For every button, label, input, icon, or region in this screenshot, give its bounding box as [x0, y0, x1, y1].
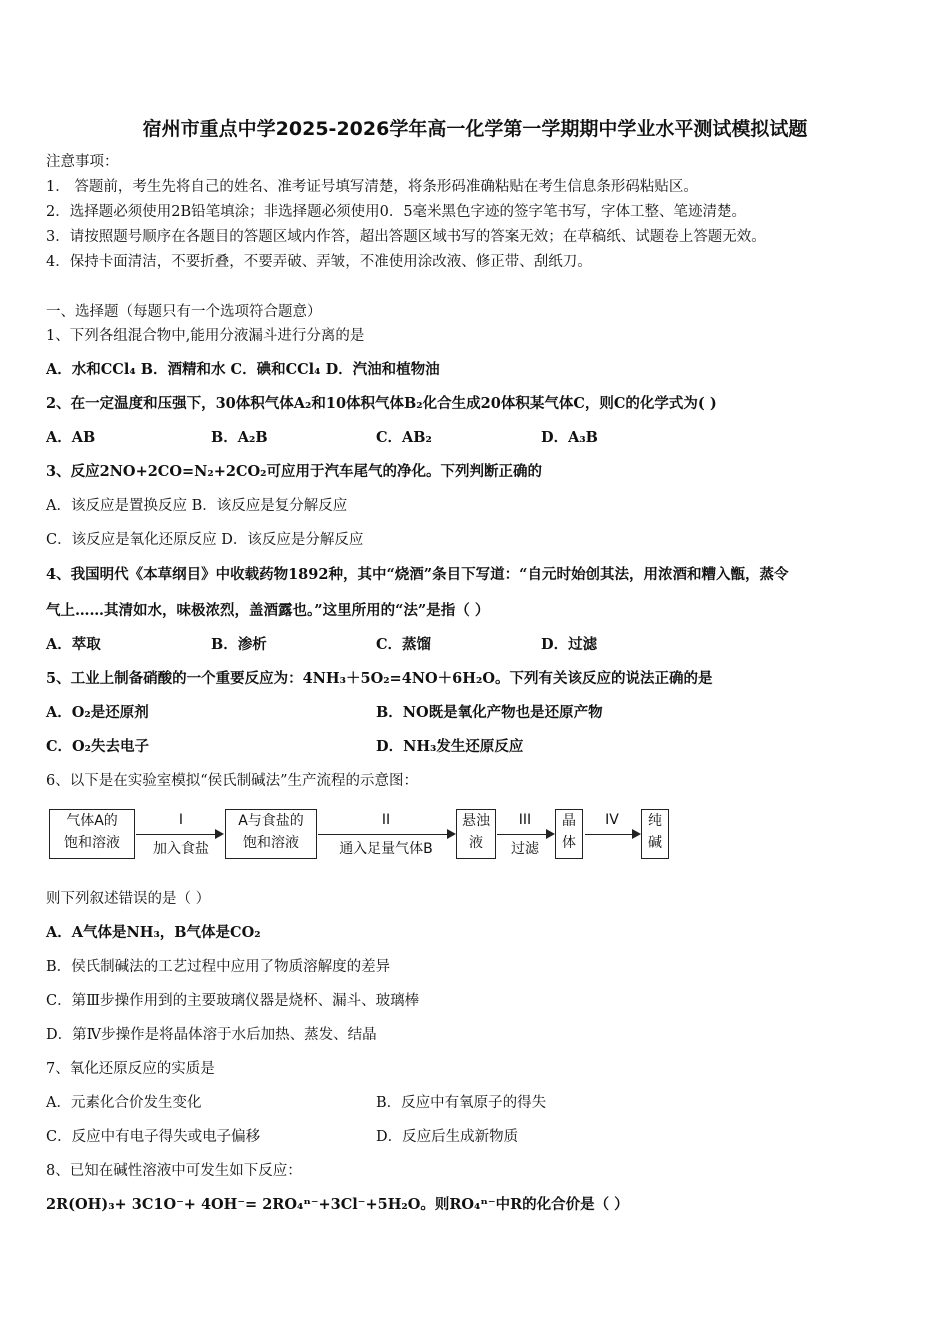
- q2-option-b: B．A₂B: [211, 429, 268, 446]
- flow-arrow: [585, 834, 639, 835]
- notice-item: 4．保持卡面清洁，不要折叠，不要弄破、弄皱，不准使用涂改液、修正带、刮纸刀。: [46, 254, 592, 270]
- flow-arrow: [497, 834, 553, 835]
- notice-heading: 注意事项：: [46, 154, 119, 170]
- flow-box-crystal: [555, 809, 583, 859]
- q7-stem: 7、氧化还原反应的实质是: [46, 1061, 215, 1077]
- q7-option-a: A．元素化合价发生变化: [46, 1095, 202, 1111]
- q6-ask: 则下列叙述错误的是（ ）: [46, 891, 211, 907]
- flow-box-suspension: [456, 809, 496, 859]
- flow-step-label: 过滤: [511, 841, 539, 857]
- q4-stem-line2: 气上……其清如水，味极浓烈，盖酒露也。”这里所用的“法”是指（ ）: [46, 602, 490, 619]
- flow-step-number: I: [178, 812, 184, 828]
- flow-arrow: [318, 834, 454, 835]
- q6-option-b: B．侯氏制碱法的工艺过程中应用了物质溶解度的差异: [46, 959, 391, 975]
- flow-box-text: 纯: [648, 813, 662, 829]
- flow-diagram: [46, 806, 676, 864]
- page-title: 宿州市重点中学2025-2026学年高一化学第一学期期中学业水平测试模拟试题: [142, 118, 808, 140]
- flow-box-text: 饱和溶液: [64, 835, 120, 851]
- q4-option-d: D．过滤: [541, 636, 598, 653]
- q4-option-b: B．渗析: [211, 636, 267, 653]
- flow-step-label: 通入足量气体B: [339, 841, 433, 857]
- q2-option-d: D．A₃B: [541, 429, 598, 446]
- q8-stem: 8、已知在碱性溶液中可发生如下反应：: [46, 1163, 302, 1179]
- q5-option-d: D．NH₃发生还原反应: [376, 738, 524, 755]
- q2-option-a: A．AB: [46, 429, 96, 446]
- q5-stem: 5、工业上制备硝酸的一个重要反应为：4NH₃＋5O₂=4NO＋6H₂O。下列有关该反应的说法正确的是: [46, 670, 713, 687]
- flow-box-text: 悬浊: [462, 813, 490, 829]
- q3-options-row1: A．该反应是置换反应 B．该反应是复分解反应: [46, 498, 348, 514]
- flow-box-text: 饱和溶液: [243, 835, 299, 851]
- flow-box-text: A与食盐的: [238, 813, 304, 829]
- q6-stem: 6、以下是在实验室模拟“侯氏制碱法”生产流程的示意图：: [46, 773, 419, 789]
- flow-step-number: III: [518, 812, 532, 828]
- flow-step-number: IV: [605, 812, 619, 828]
- q6-option-a: A．A气体是NH₃，B气体是CO₂: [46, 924, 261, 941]
- q6-option-d: D．第Ⅳ步操作是将晶体溶于水后加热、蒸发、结晶: [46, 1027, 377, 1043]
- notice-item: 3．请按照题号顺序在各题目的答题区域内作答，超出答题区域书写的答案无效；在草稿纸、试题卷上答题无效。: [46, 229, 766, 245]
- flow-box-text: 气体A的: [66, 813, 118, 829]
- flow-arrow: [136, 834, 222, 835]
- q3-stem: 3、反应2NO+2CO=N₂+2CO₂可应用于汽车尾气的净化。下列判断正确的: [46, 463, 542, 480]
- flow-box-text: 液: [469, 835, 483, 851]
- q5-option-b: B．NO既是氧化产物也是还原产物: [376, 704, 603, 721]
- q1-options: A．水和CCl₄ B．酒精和水 C．碘和CCl₄ D．汽油和植物油: [46, 361, 440, 378]
- flow-box-gas-a: [49, 809, 135, 859]
- q2-option-c: C．AB₂: [376, 429, 432, 446]
- q5-option-c: C．O₂失去电子: [46, 738, 150, 755]
- q7-option-d: D．反应后生成新物质: [376, 1129, 519, 1145]
- flow-box-a-salt: [225, 809, 317, 859]
- q3-options-row2: C．该反应是氧化还原反应 D．该反应是分解反应: [46, 532, 364, 548]
- q4-option-c: C．蒸馏: [376, 636, 432, 653]
- section-heading: 一、选择题（每题只有一个选项符合题意）: [46, 304, 322, 320]
- flow-step-label: 加入食盐: [153, 841, 209, 857]
- q5-option-a: A．O₂是还原剂: [46, 704, 149, 721]
- flow-box-text: 碱: [648, 835, 662, 851]
- q4-stem-line1: 4、我国明代《本草纲目》中收载药物1892种，其中“烧酒”条目下写道：“自元时始创其法，用浓酒和糟入甑，蒸令: [46, 566, 789, 583]
- notice-item: 1． 答题前，考生先将自己的姓名、准考证号填写清楚，将条形码准确粘贴在考生信息条形码粘贴区。: [46, 179, 698, 195]
- flow-box-text: 体: [562, 835, 576, 851]
- q4-option-a: A．萃取: [46, 636, 101, 653]
- q6-option-c: C．第Ⅲ步操作用到的主要玻璃仪器是烧杯、漏斗、玻璃棒: [46, 993, 420, 1009]
- flow-step-number: II: [381, 812, 391, 828]
- q7-option-b: B．反应中有氧原子的得失: [376, 1095, 547, 1111]
- flow-box-text: 晶: [562, 813, 576, 829]
- q7-option-c: C．反应中有电子得失或电子偏移: [46, 1129, 261, 1145]
- notice-item: 2．选择题必须使用2B铅笔填涂；非选择题必须使用0．5毫米黑色字迹的签字笔书写，字体工整、笔迹清楚。: [46, 204, 747, 220]
- q8-equation: 2R(OH)₃+ 3C1O⁻+ 4OH⁻= 2RO₄ⁿ⁻+3Cl⁻+5H₂O。则RO₄ⁿ⁻中R的化合价是（ ）: [46, 1196, 629, 1213]
- q2-stem: 2、在一定温度和压强下，30体积气体A₂和10体积气体B₂化合生成20体积某气体C，则C的化学式为( ): [46, 395, 717, 412]
- q1-stem: 1、下列各组混合物中,能用分液漏斗进行分离的是: [46, 328, 365, 344]
- flow-box-soda: [641, 809, 669, 859]
